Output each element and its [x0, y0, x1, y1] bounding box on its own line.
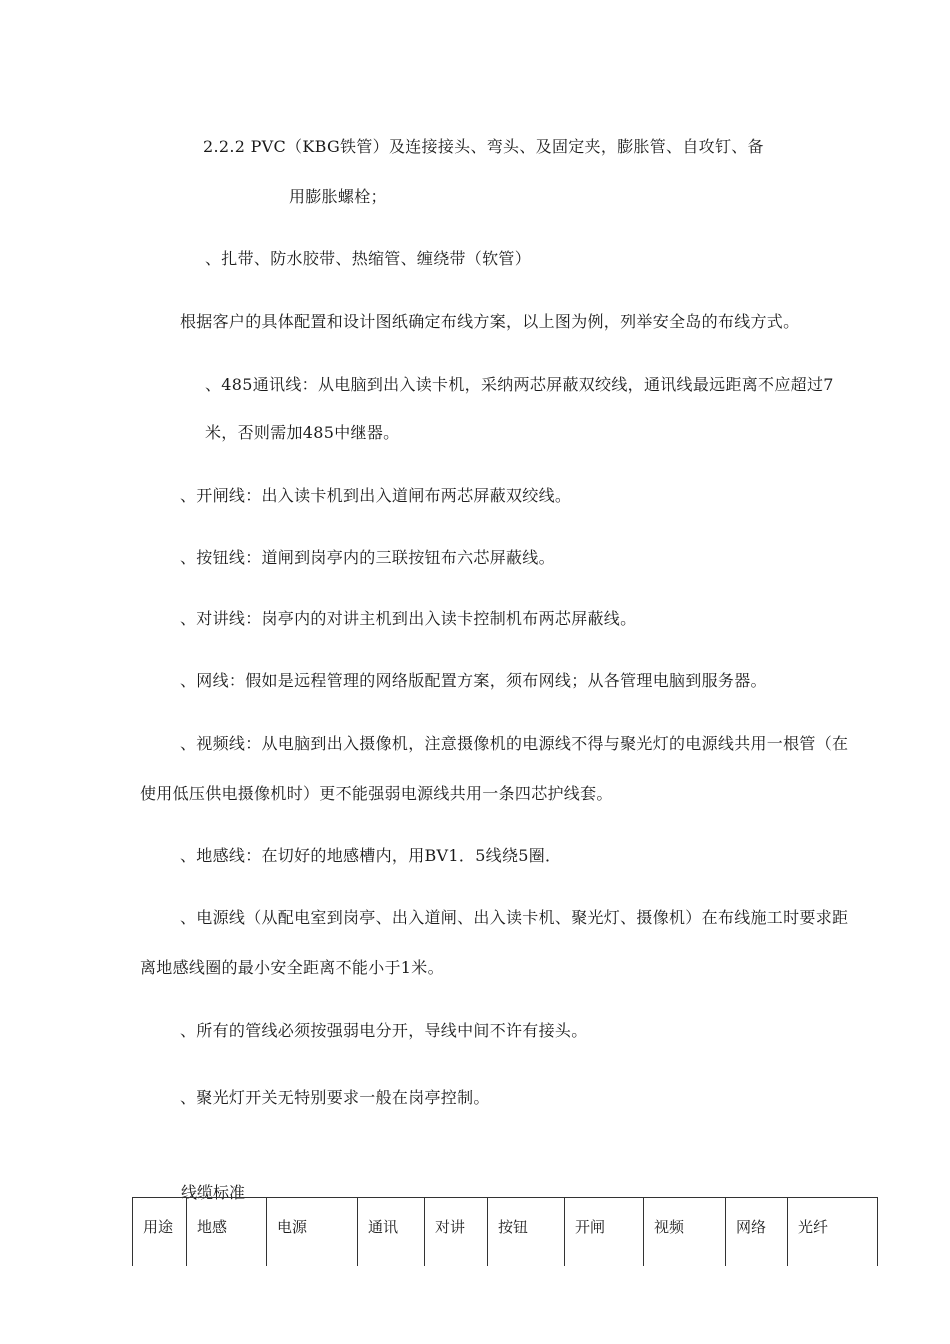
text-line: 、所有的管线必须按强弱电分开，导线中间不许有接头。: [180, 1021, 588, 1040]
table-title: 线缆标准: [181, 1183, 246, 1202]
table-cell: 光纤: [788, 1198, 878, 1267]
text-line: 、聚光灯开关无特别要求一般在岗亭控制。: [180, 1088, 490, 1107]
text-line: 、开闸线：出入读卡机到出入道闸布两芯屏蔽双绞线。: [180, 486, 572, 505]
table-cell: 电源: [267, 1198, 358, 1267]
text-line: 、对讲线：岗亭内的对讲主机到出入读卡控制机布两芯屏蔽线。: [180, 609, 637, 628]
text-line: 根据客户的具体配置和设计图纸确定布线方案，以上图为例，列举安全岛的布线方式。: [180, 312, 800, 331]
text-line: 、485通讯线：从电脑到出入读卡机，采纳两芯屏蔽双绞线，通讯线最远距离不应超过7: [205, 375, 834, 394]
table-cell: 视频: [644, 1198, 726, 1267]
table-cell: 开闸: [565, 1198, 644, 1267]
text-line: 、按钮线：道闸到岗亭内的三联按钮布六芯屏蔽线。: [180, 548, 555, 567]
table-cell: 通讯: [358, 1198, 425, 1267]
table-cell: 按钮: [488, 1198, 565, 1267]
text-line: 、电源线（从配电室到岗亭、出入道闸、出入读卡机、聚光灯、摄像机）在布线施工时要求距: [180, 908, 849, 927]
text-line: 、扎带、防水胶带、热缩管、缠绕带（软管）: [205, 249, 532, 268]
table-header-row: [133, 1198, 878, 1267]
text-line: 、地感线：在切好的地感槽内，用BV1．5线绕5圈．: [180, 846, 562, 865]
cable-standard-table: [132, 1197, 878, 1266]
table-cell: 用途: [133, 1198, 187, 1267]
table-cell: 网络: [726, 1198, 788, 1267]
text-line: 用膨胀螺栓；: [289, 187, 387, 206]
text-line: 、视频线：从电脑到出入摄像机，注意摄像机的电源线不得与聚光灯的电源线共用一根管（在: [180, 734, 849, 753]
text-line: 使用低压供电摄像机时）更不能强弱电源线共用一条四芯护线套。: [140, 784, 613, 803]
table-cell: 对讲: [425, 1198, 488, 1267]
text-line: 2.2.2 PVC（KBG铁管）及连接接头、弯头、及固定夹，膨胀管、自攻钉、备: [203, 137, 764, 156]
text-line: 、网线：假如是远程管理的网络版配置方案，须布网线；从各管理电脑到服务器。: [180, 671, 767, 690]
table-cell: 地感: [187, 1198, 267, 1267]
text-line: 米，否则需加485中继器。: [205, 423, 400, 442]
text-line: 离地感线圈的最小安全距离不能小于1米。: [140, 958, 444, 977]
